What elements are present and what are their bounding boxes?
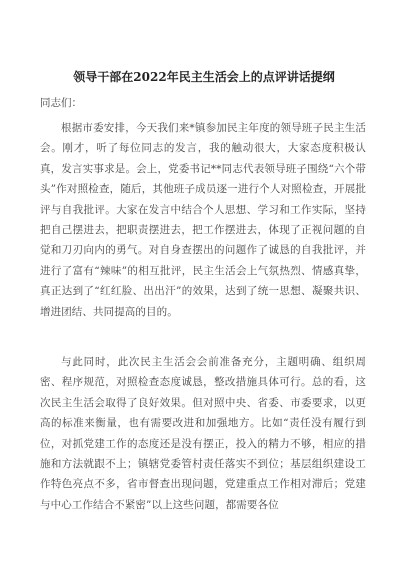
salutation: 同志们： [40,97,82,109]
document-title: 领导干部在2022年民主生活会上的点评讲话提纲 [73,70,335,84]
paragraph-1: 根据市委安排，今天我们来*镇参加民主年度的领导班子民主生活会。刚才，听了每位同志的发言，我的触动很大，大家态度积极认真，发言实事求是。会上，党委书记**同志代表领导班子围绕“六个带头”作对照检查，随后，其他班子成员逐一进行个人对照检查，开展批评与自我批评。大家在发言中结合个人思想、学习和工作实际，坚持把自己摆进去，把职责摆进去，把工作摆进去，体现了正视问题的自觉和刀刃向内的勇气。对自身查摆出的问题作了诚恳的自我批评，并进行了富有“辣味”的相互批评，民主生活会上气氛热烈、情感真挚，真正达到了“红红脸、出出汗”的效果，达到了统一思想、凝聚共识、增进团结、共同提高的目的。 [40,122,366,318]
paragraph-2: 与此同时，此次民主生活会会前准备充分，主题明确、组织周密、程序规范，对照检查态度诚恳，整改措施具体可行。总的看，这次民主生活会取得了良好效果。但对照中央、省委、市委要求，以更高的标准来衡量，也有需要改进和加强地方。比如“责任没有履行到位，对抓党建工作的态度还是没有摆正，投入的精力不够，相应的措施和方法就跟不上；镇辖党委管村责任落实不到位；基层组织建设工作特色亮点不多，省市督查出现问题，党建重点工作相对滞后；党建与中心工作结合不紧密”以上这些问题，都需要各位 [40,356,366,511]
